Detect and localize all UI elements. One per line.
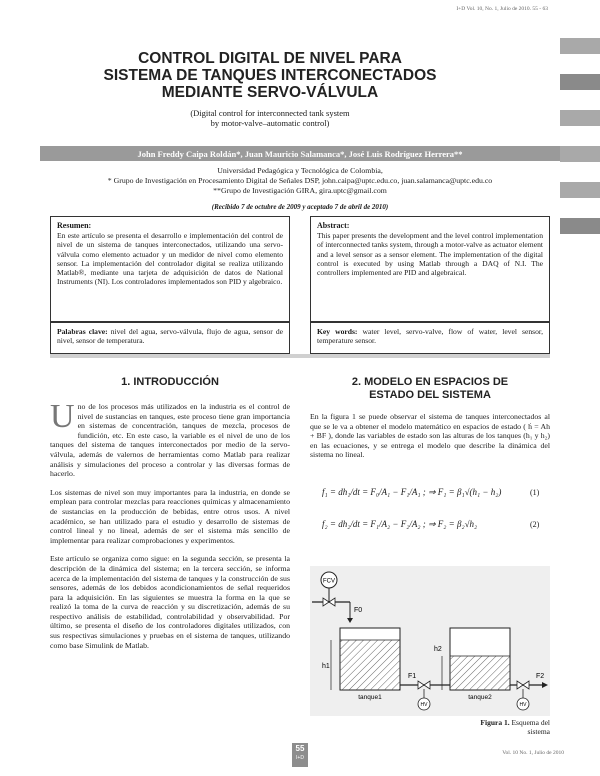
keywords-shade — [50, 354, 550, 358]
f0-label: F0 — [354, 607, 363, 614]
side-tab — [560, 146, 600, 162]
tank-system-diagram — [310, 566, 550, 716]
intro-paragraph-1: Uno de los procesos más utilizados en la industria es el control de nivel de sustancias en tanques, este proceso tiene gran importancia en sistemas de concentración, tanques de mezcla, procesos de fundición, etc. En este caso, la variable es el nivel de uno de los tanques del sistema de tanques interconectados por medio de la servo-válvula, además de valernos de herramientas como Matlab para realizar análisis y simulaciones del proceso a controlar y las diversas formas de hacerlo. — [50, 398, 290, 479]
hv2-label: HV — [519, 702, 527, 708]
side-tab — [560, 218, 600, 234]
equation-2: f₂ = dh₂/dt = F₁/A₂ − F₂/A₂ ; ⇒ F₂ = β₂√h₂ — [322, 519, 478, 529]
palabras-clave-text: nivel del agua, servo-válvula, flujo de agua, sensor de nivel, sensor de temperatura. — [57, 327, 283, 346]
equation-2-number: (2) — [530, 520, 540, 529]
hv1-label: HV — [420, 702, 428, 708]
key-words-box — [310, 322, 550, 354]
footer-journal: I+D — [296, 755, 304, 761]
author-bar: John Freddy Caipa Roldán*, Juan Mauricio Salamanca*, José Luis Rodríguez Herrera** — [40, 146, 560, 161]
resumen-box — [50, 216, 290, 322]
affiliation-university: Universidad Pedagógica y Tecnológica de Colombia, — [217, 166, 383, 175]
side-tab — [560, 74, 600, 90]
page-title: CONTROL DIGITAL DE NIVEL PARA SISTEMA DE TANQUES INTERCONECTADOS MEDIANTE SERVO-VÁLVULA — [103, 50, 437, 101]
section1-title: 1. INTRODUCCIÓN — [121, 376, 219, 388]
journal-reference: I+D Vol. 10, No. 1, Julio de 2010. 55 - 63 — [456, 6, 548, 12]
resumen-title: Resumen: — [57, 221, 92, 230]
h1-label: h1 — [322, 663, 330, 670]
affiliation-group2: **Grupo de Investigación GIRA, gira.uptc@gmail.com — [213, 186, 387, 195]
f2-label: F2 — [536, 673, 545, 680]
tank1-water — [340, 640, 400, 690]
affiliation-group1: * Grupo de Investigación en Procesamiento Digital de Señales DSP, john.caipa@uptc.edu.co, juan.salamanca@uptc.edu.co — [107, 176, 493, 185]
abstract-title: Abstract: — [317, 221, 350, 230]
tank2-water — [450, 656, 510, 690]
section1-body — [50, 398, 290, 650]
page-subtitle: (Digital control for interconnected tank system by motor-valve–automatic control) — [190, 108, 350, 128]
fcv-label: FCV — [323, 578, 335, 585]
footer-reference: Vol. 10 No. 1, Julio de 2010 — [502, 750, 564, 756]
h2-label: h2 — [434, 646, 442, 653]
key-words-label: Key words: — [317, 327, 358, 336]
received-dates: (Recibido 7 de octubre de 2009 y aceptado 7 de abril de 2010) — [211, 203, 389, 211]
intro-paragraph-3: Este artículo se organiza como sigue: en la segunda sección, se presenta la descripción de la dinámica del sistema; en la tercera sección, se informa acerca de la implementación del sistema de tanques y la construcción de sus sensores, además de los debidos acondicionamientos de señal requeridos para la adquisición. En las siguientes se muestra la forma en la que se realizó la toma de la curva de reacción y su discretización, además de su respectivo análisis de estabilidad, controlabilidad y observabilidad. Por último, se presenta el diseño de los controladores digitales utilizados, con sus respectivas simulaciones y pruebas en el sistema de tanques, utilizando como base Simulink de Matlab. — [50, 554, 290, 650]
resumen-text: En este artículo se presenta el desarrollo e implementación del control de nivel de un sistema de tanques interconectados, utilizando una servo-válvula como elemento actuador y un medidor de nivel como elemento sensor. La implementación del controlador digital se realiza utilizando Matlab®, mediante una tarjeta de adquisición de datos de National Instruments (NI). Los controladores implementados son PID y algebraico. — [57, 231, 283, 287]
side-tab — [560, 38, 600, 54]
equation-1-number: (1) — [530, 488, 540, 497]
f1-label: F1 — [408, 673, 417, 680]
tank1-label: tanque1 — [358, 694, 382, 701]
palabras-clave-box — [50, 322, 290, 354]
abstract-text: This paper presents the development and the level control implementation of interconnected tanks system, through a motor-valve as actuator element and a level sensor as a sensor element. The implementation of the digital control is executed by using Matlab through a DAQ of N.I. The controllers implemented are PID and algebraical. — [317, 231, 543, 278]
page-number-badge — [292, 743, 308, 767]
equation-1: f₁ = dh₁/dt = F₀/A₁ − F₁/A₁ ; ⇒ F₁ = β₁√(h₁ − h₂) — [322, 487, 502, 497]
page-number: 55 — [295, 744, 305, 753]
key-words-text: water level, servo-valve, flow of water, level sensor, temperature sensor. — [317, 327, 543, 346]
side-tab — [560, 110, 600, 126]
section2-title: 2. MODELO EN ESPACIOS DE ESTADO DEL SISTEMA — [351, 376, 509, 401]
intro-paragraph-2: Los sistemas de nivel son muy importantes para la industria, en donde se emplean para controlar mezclas para reacciones químicas y almacenamiento de sustancias en la producción de bebidas, entre otros usos. A nivel académico, se han utilizado para el estudio y desarrollo de sistemas de control lineal y no lineal, además de ser el sistema más sencillo de implementar para realizar comprobaciones y experimentos. — [50, 487, 290, 545]
dropcap: U — [50, 398, 75, 435]
figure-caption: Figura 1. Esquema del sistema — [480, 718, 550, 736]
palabras-clave-label: Palabras clave: — [57, 327, 108, 336]
section2-paragraph: En la figura 1 se puede observar el sistema de tanques interconectados al que se le va a obtener el modelo matemático en espacios de estado ( ḣ = Ah + BF ), donde las variables de estado son las alturas de los tanques (h₁ y h₂) en las ecuaciones, y se entrega el modelo que describe la dinámica del sistema no lineal. — [310, 412, 550, 460]
abstract-box — [310, 216, 550, 322]
tank2-label: tanque2 — [468, 694, 492, 701]
